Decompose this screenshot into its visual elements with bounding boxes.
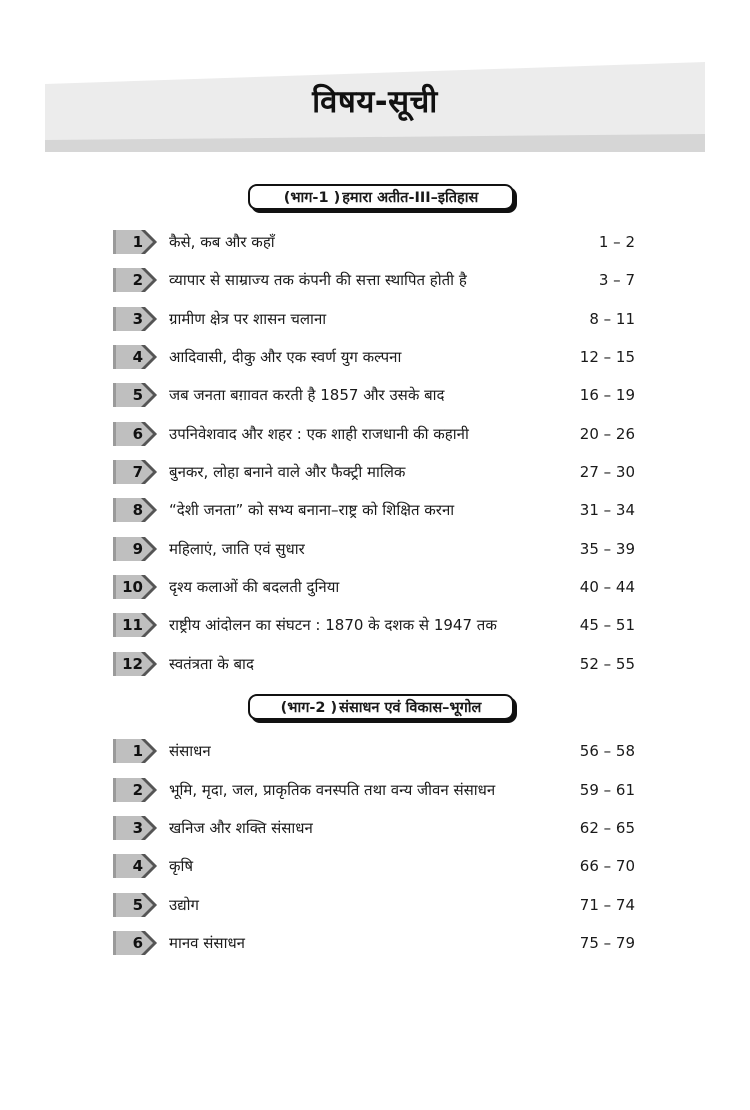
chapter-number-badge xyxy=(113,739,159,763)
toc-row[interactable] xyxy=(113,650,635,678)
section-name: हमारा अतीत-III–इतिहास xyxy=(342,190,479,206)
chapter-number-badge xyxy=(113,893,159,917)
chapter-number: 3 xyxy=(132,310,143,328)
toc-row[interactable] xyxy=(113,737,635,765)
toc-row[interactable] xyxy=(113,496,635,524)
chapter-title: “देशी जनता” को सभ्य बनाना–राष्ट्र को शिक्षित करना xyxy=(169,501,455,519)
section-label: (भाग-1 ) xyxy=(283,190,341,206)
toc-row[interactable] xyxy=(113,891,635,919)
chapter-title: महिलाएं, जाति एवं सुधार xyxy=(169,540,305,558)
toc-row[interactable] xyxy=(113,266,635,294)
toc-row[interactable] xyxy=(113,929,635,957)
chapter-number: 10 xyxy=(122,578,143,596)
chapter-number: 7 xyxy=(132,463,143,481)
chapter-number-badge xyxy=(113,537,159,561)
chapter-number-badge xyxy=(113,652,159,676)
page-range: 20 – 26 xyxy=(579,425,635,443)
chapter-title: कृषि xyxy=(169,857,194,875)
page-range: 31 – 34 xyxy=(579,501,635,519)
chapter-number-badge xyxy=(113,230,159,254)
page-range: 66 – 70 xyxy=(579,857,635,875)
toc-row[interactable] xyxy=(113,305,635,333)
chapter-number-badge xyxy=(113,575,159,599)
toc-row[interactable] xyxy=(113,420,635,448)
page-range: 59 – 61 xyxy=(579,781,635,799)
toc-row[interactable] xyxy=(113,573,635,601)
chapter-number-badge xyxy=(113,268,159,292)
chapter-number: 4 xyxy=(132,348,143,366)
section-label: (भाग-2 ) xyxy=(280,700,338,716)
chapter-title: राष्ट्रीय आंदोलन का संघटन : 1870 के दशक से 1947 तक xyxy=(169,616,497,634)
chapter-number-badge xyxy=(113,816,159,840)
page-range: 62 – 65 xyxy=(579,819,635,837)
chapter-number-badge xyxy=(113,460,159,484)
chapter-title: उद्योग xyxy=(169,896,200,914)
chapter-number: 2 xyxy=(132,271,143,289)
chapter-number: 2 xyxy=(132,781,143,799)
chapter-title: कैसे, कब और कहाँ xyxy=(169,233,275,251)
chapter-title: व्यापार से साम्राज्य तक कंपनी की सत्ता स्थापित होती है xyxy=(169,271,467,289)
page-range: 71 – 74 xyxy=(579,896,635,914)
chapter-title: संसाधन xyxy=(169,742,211,760)
page-range: 56 – 58 xyxy=(579,742,635,760)
chapter-title: उपनिवेशवाद और शहर : एक शाही राजधानी की कहानी xyxy=(169,425,469,443)
section-header-part-1 xyxy=(248,184,514,210)
chapter-number-badge xyxy=(113,498,159,522)
chapter-number: 3 xyxy=(132,819,143,837)
section-header-part-2 xyxy=(248,694,514,720)
toc-row[interactable] xyxy=(113,228,635,256)
toc-row[interactable] xyxy=(113,852,635,880)
chapter-title: आदिवासी, दीकु और एक स्वर्ण युग कल्पना xyxy=(169,348,402,366)
title-banner xyxy=(45,62,705,152)
page-range: 45 – 51 xyxy=(579,616,635,634)
chapter-number-badge xyxy=(113,931,159,955)
chapter-number: 5 xyxy=(132,896,143,914)
toc-row[interactable] xyxy=(113,535,635,563)
toc-row[interactable] xyxy=(113,814,635,842)
page-range: 35 – 39 xyxy=(579,540,635,558)
toc-row[interactable] xyxy=(113,381,635,409)
chapter-title: स्वतंत्रता के बाद xyxy=(169,655,254,673)
page-range: 16 – 19 xyxy=(579,386,635,404)
chapter-title: बुनकर, लोहा बनाने वाले और फैक्ट्री मालिक xyxy=(169,463,406,481)
chapter-number-badge xyxy=(113,854,159,878)
chapter-number-badge xyxy=(113,307,159,331)
chapter-title: मानव संसाधन xyxy=(169,934,246,952)
page-range: 52 – 55 xyxy=(579,655,635,673)
toc-row[interactable] xyxy=(113,776,635,804)
toc-row[interactable] xyxy=(113,343,635,371)
chapter-number: 1 xyxy=(132,742,143,760)
page-range: 12 – 15 xyxy=(579,348,635,366)
chapter-title: जब जनता बग़ावत करती है 1857 और उसके बाद xyxy=(169,386,445,404)
page-range: 8 – 11 xyxy=(589,310,635,328)
chapter-number-badge xyxy=(113,383,159,407)
toc-row[interactable] xyxy=(113,611,635,639)
page-range: 3 – 7 xyxy=(598,271,635,289)
chapter-title: भूमि, मृदा, जल, प्राकृतिक वनस्पति तथा वन्य जीवन संसाधन xyxy=(169,781,496,799)
section-name: संसाधन एवं विकास–भूगोल xyxy=(339,700,482,716)
chapter-number: 11 xyxy=(122,616,143,634)
chapter-title: दृश्य कलाओं की बदलती दुनिया xyxy=(169,578,340,596)
page-range: 75 – 79 xyxy=(579,934,635,952)
chapter-number: 6 xyxy=(132,425,143,443)
chapter-title: ग्रामीण क्षेत्र पर शासन चलाना xyxy=(169,310,327,328)
chapter-number: 5 xyxy=(132,386,143,404)
chapter-number: 1 xyxy=(132,233,143,251)
page-title: विषय-सूची xyxy=(312,84,438,120)
chapter-title: खनिज और शक्ति संसाधन xyxy=(169,819,313,837)
chapter-number: 4 xyxy=(132,857,143,875)
chapter-number-badge xyxy=(113,422,159,446)
chapter-number: 12 xyxy=(122,655,143,673)
chapter-number: 6 xyxy=(132,934,143,952)
chapter-number-badge xyxy=(113,613,159,637)
page-range: 27 – 30 xyxy=(579,463,635,481)
chapter-number: 8 xyxy=(132,501,143,519)
toc-row[interactable] xyxy=(113,458,635,486)
page-range: 40 – 44 xyxy=(579,578,635,596)
chapter-number-badge xyxy=(113,778,159,802)
chapter-number: 9 xyxy=(132,540,143,558)
page-range: 1 – 2 xyxy=(598,233,635,251)
chapter-number-badge xyxy=(113,345,159,369)
